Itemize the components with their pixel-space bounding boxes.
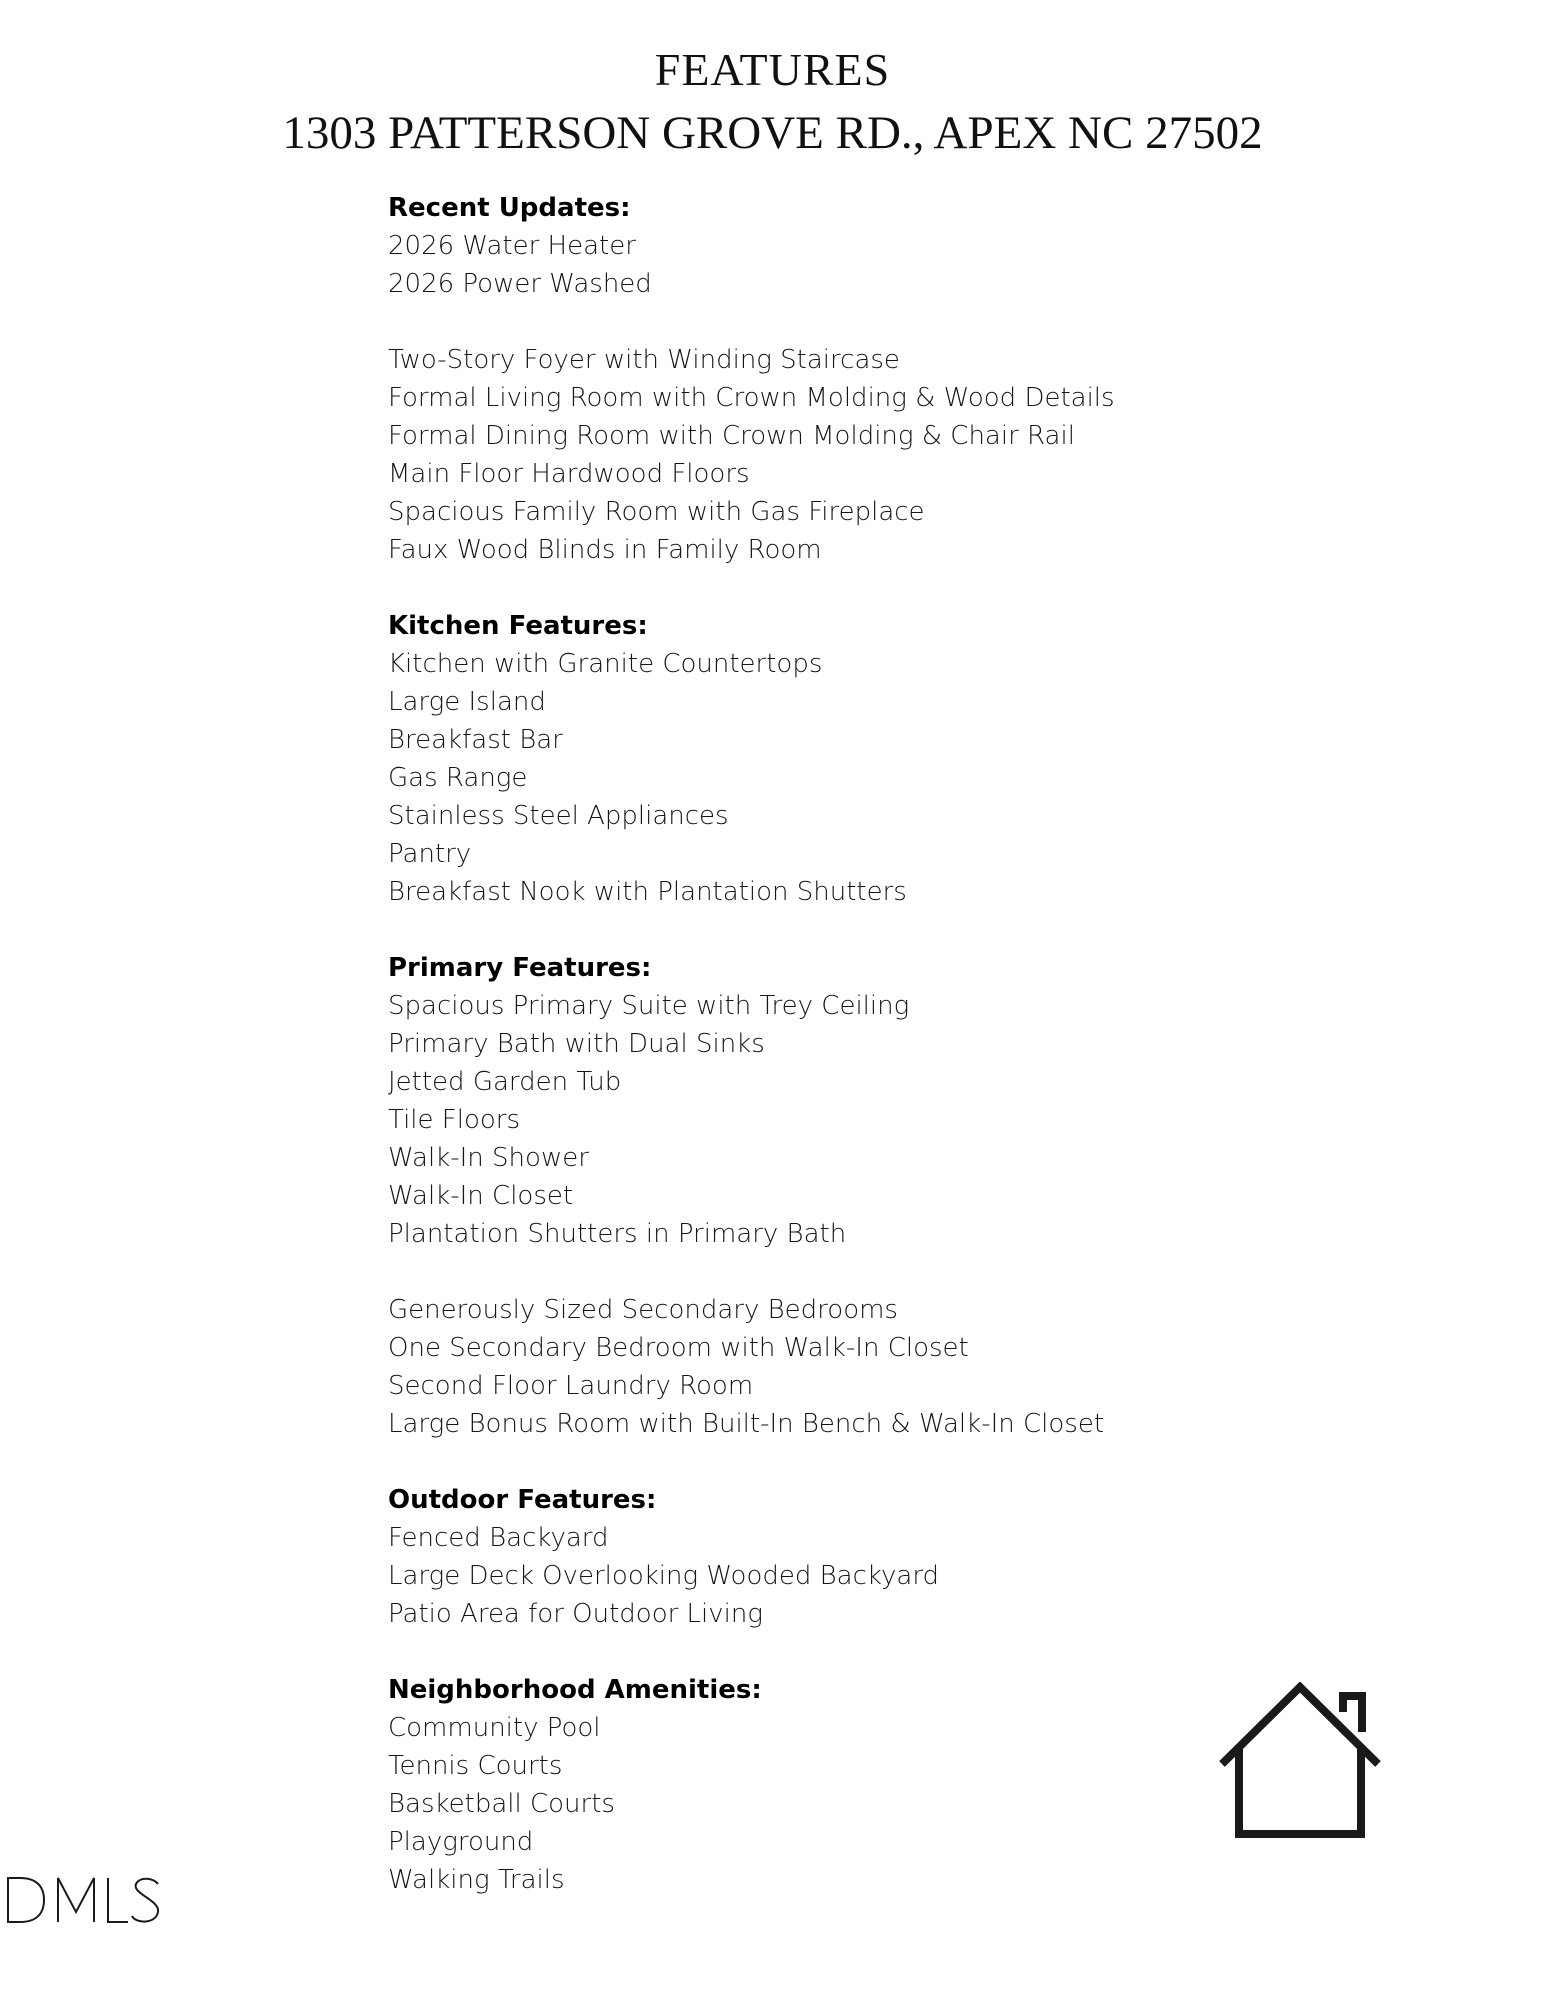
features-list xyxy=(388,189,1288,1899)
section-secondary xyxy=(388,1291,1288,1443)
list-item: Spacious Primary Suite with Trey Ceiling xyxy=(388,991,910,1021)
list-item: Main Floor Hardwood Floors xyxy=(388,459,750,489)
section-heading-primary: Primary Features: xyxy=(388,953,652,983)
list-item: Plantation Shutters in Primary Bath xyxy=(388,1219,847,1249)
list-item: Formal Dining Room with Crown Molding & Chair Rail xyxy=(388,421,1075,451)
list-item: Large Bonus Room with Built-In Bench & Walk-In Closet xyxy=(388,1409,1105,1439)
list-item: 2026 Water Heater xyxy=(388,231,636,261)
list-item: Tile Floors xyxy=(388,1105,521,1135)
section-outdoor xyxy=(388,1481,1288,1633)
section-neighborhood xyxy=(388,1671,1288,1899)
list-item: One Secondary Bedroom with Walk-In Closet xyxy=(388,1333,969,1363)
list-item: Tennis Courts xyxy=(388,1751,563,1781)
list-item: Stainless Steel Appliances xyxy=(388,801,729,831)
section-heading-recent-updates: Recent Updates: xyxy=(388,193,631,223)
list-item: Jetted Garden Tub xyxy=(388,1067,622,1097)
list-item: Pantry xyxy=(388,839,472,869)
list-item: 2026 Power Washed xyxy=(388,269,652,299)
list-item: Walking Trails xyxy=(388,1865,565,1895)
list-item: Patio Area for Outdoor Living xyxy=(388,1599,763,1629)
spacer xyxy=(388,303,1288,341)
section-heading-neighborhood: Neighborhood Amenities: xyxy=(388,1675,762,1705)
list-item: Two-Story Foyer with Winding Staircase xyxy=(388,345,900,375)
list-item: Spacious Family Room with Gas Fireplace xyxy=(388,497,925,527)
list-item: Playground xyxy=(388,1827,534,1857)
list-item: Large Island xyxy=(388,687,546,717)
spacer xyxy=(388,1633,1288,1671)
page-title: FEATURES xyxy=(654,44,891,95)
spacer xyxy=(388,1253,1288,1291)
list-item: Kitchen with Granite Countertops xyxy=(388,649,823,679)
list-item: Formal Living Room with Crown Molding & Wood Details xyxy=(388,383,1115,413)
list-item: Large Deck Overlooking Wooded Backyard xyxy=(388,1561,940,1591)
list-item: Walk-In Closet xyxy=(388,1181,574,1211)
section-heading-kitchen: Kitchen Features: xyxy=(388,611,648,641)
house-icon xyxy=(1216,1682,1386,1842)
property-address: 1303 PATTERSON GROVE RD., APEX NC 27502 xyxy=(282,107,1263,159)
list-item: Breakfast Bar xyxy=(388,725,563,755)
section-interior xyxy=(388,341,1288,569)
list-item: Second Floor Laundry Room xyxy=(388,1371,754,1401)
list-item: Faux Wood Blinds in Family Room xyxy=(388,535,822,565)
list-item: Basketball Courts xyxy=(388,1789,615,1819)
list-item: Primary Bath with Dual Sinks xyxy=(388,1029,765,1059)
list-item: Walk-In Shower xyxy=(388,1143,589,1173)
section-recent-updates xyxy=(388,189,1288,303)
list-item: Gas Range xyxy=(388,763,528,793)
section-kitchen xyxy=(388,607,1288,911)
section-heading-outdoor: Outdoor Features: xyxy=(388,1485,657,1515)
list-item: Breakfast Nook with Plantation Shutters xyxy=(388,877,907,907)
section-primary xyxy=(388,949,1288,1253)
spacer xyxy=(388,569,1288,607)
dmls-logo xyxy=(4,1874,164,1930)
list-item: Fenced Backyard xyxy=(388,1523,609,1553)
spacer xyxy=(388,911,1288,949)
spacer xyxy=(388,1443,1288,1481)
list-item: Generously Sized Secondary Bedrooms xyxy=(388,1295,898,1325)
list-item: Community Pool xyxy=(388,1713,601,1743)
